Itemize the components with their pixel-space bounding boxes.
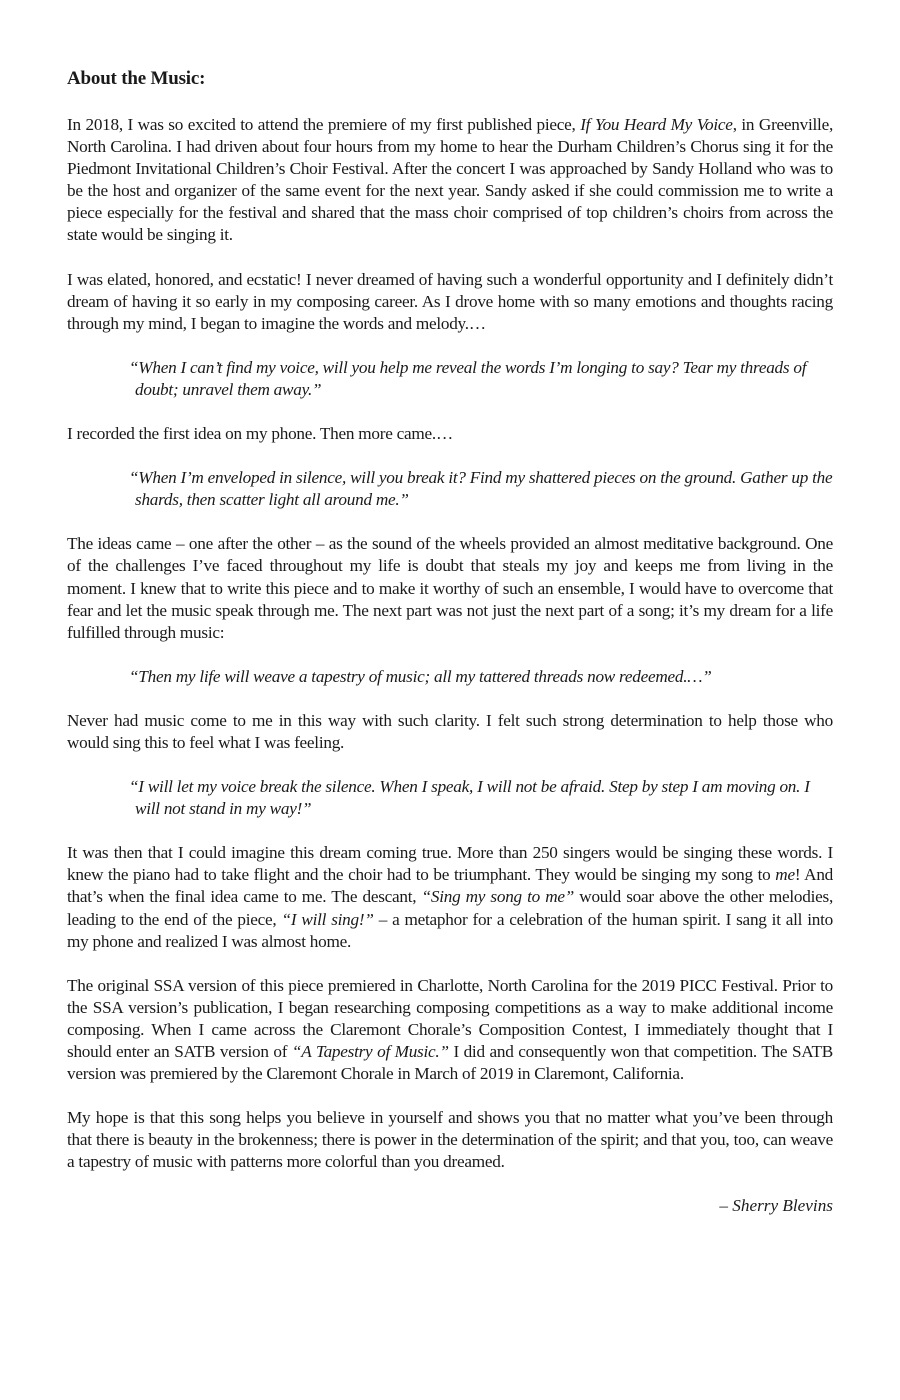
paragraph-ideas: The ideas came – one after the other – as the sound of the wheels provided an almost meditative background. One of the challenges I’ve faced throughout my life is doubt that steals my joy and keeps me from living in the moment. I knew that to write this piece and to make it worthy of such an ensemble, I would have to overcome that fear and let the music speak through me. The next part was not just the next part of a song; it’s my dream for a life fulfilled through music: xyxy=(67,534,833,642)
lyric-quote-3: “Then my life will weave a tapestry of music; all my tattered threads now redeemed.…” xyxy=(129,666,712,686)
paragraph-text: , in Greenville, North Carolina. I had driven about four hours from my home to hear the Durham Children’s Chorus sing it for the Piedmont Invitational Children’s Choir Festival. After the concert I was approached by Sandy Holland who was to be the host and organizer of the same event for the next year. Sandy asked if she could commission me to write a piece especially for the festival and shared that the mass choir comprised of top children’s choirs from across the state would be singing it. xyxy=(67,115,833,245)
paragraph-text: In 2018, I was so excited to attend the premiere of my first published piece, xyxy=(67,115,581,134)
emphasis-me: me xyxy=(775,865,795,885)
paragraph-text: I did and consequently won that competition. The SATB version was premiered by the Claremont Chorale in March of 2019 in Claremont, California. xyxy=(67,1042,834,1084)
author-signature: – Sherry Blevins xyxy=(719,1196,833,1216)
paragraph-text: – a metaphor for a celebration of the human spirit. I sang it all into my phone and realized I was almost home. xyxy=(67,909,834,951)
descant-title: “Sing my song to me” xyxy=(421,887,575,907)
ending-title: “I will sing!” xyxy=(281,909,374,929)
paragraph-hope: My hope is that this song helps you believe in yourself and shows you that no matter what you’ve been through that there is beauty in the brokenness; there is power in the determination of the spirit; and that you, too, can weave a tapestry of music with patterns more colorful than you dreamed. xyxy=(67,1108,833,1172)
paragraph-ssa-version xyxy=(67,975,833,1085)
paragraph-recorded: I recorded the first idea on my phone. Then more came.… xyxy=(67,424,453,444)
about-music-page xyxy=(67,68,833,1217)
tapestry-title: “A Tapestry of Music.” xyxy=(291,1042,449,1061)
lyric-quote-4: “I will let my voice break the silence. When I speak, I will not be afraid. Step by step I am moving on. I will not stand in my way!” xyxy=(129,777,810,819)
lyric-quote-2: “When I’m enveloped in silence, will you break it? Find my shattered pieces on the ground. Gather up the shards, then scatter light all around me.” xyxy=(129,468,833,510)
paragraph-text: It was then that I could imagine this dream coming true. More than 250 singers would be singing these words. I knew the piano had to take flight and the choir had to be triumphant. They would be singing my song to xyxy=(67,843,833,885)
paragraph-clarity: Never had music come to me in this way with such clarity. I felt such strong determination to help those who would sing this to feel what I was feeling. xyxy=(67,710,833,752)
paragraph-elated: I was elated, honored, and ecstatic! I never dreamed of having such a wonderful opportunity and I definitely didn’t dream of having it so early in my composing career. As I drove home with so many emotions and thoughts racing through my mind, I began to imagine the words and melody.… xyxy=(67,269,833,333)
piece-title: If You Heard My Voice xyxy=(580,115,733,134)
paragraph-text: would soar above the other melodies, leading to the end of the piece, xyxy=(67,887,833,929)
paragraph-text: ! And that’s when the final idea came to me. The descant, xyxy=(67,865,834,907)
paragraph-dream xyxy=(67,842,833,952)
page-title: About the Music: xyxy=(67,68,206,89)
paragraph-text: The original SSA version of this piece premiered in Charlotte, North Carolina for the 2019 PICC Festival. Prior to the SSA version’s publication, I began researching composing competitions as a way to make additional income composing. When I came across the Claremont Chorale’s Composition Contest, I immediately thought that I should enter an SATB version of xyxy=(67,975,833,1061)
lyric-quote-1: “When I can’t find my voice, will you help me reveal the words I’m longing to say? Tear my threads of doubt; unravel them away.” xyxy=(129,357,807,399)
paragraph-premiere xyxy=(67,114,833,247)
